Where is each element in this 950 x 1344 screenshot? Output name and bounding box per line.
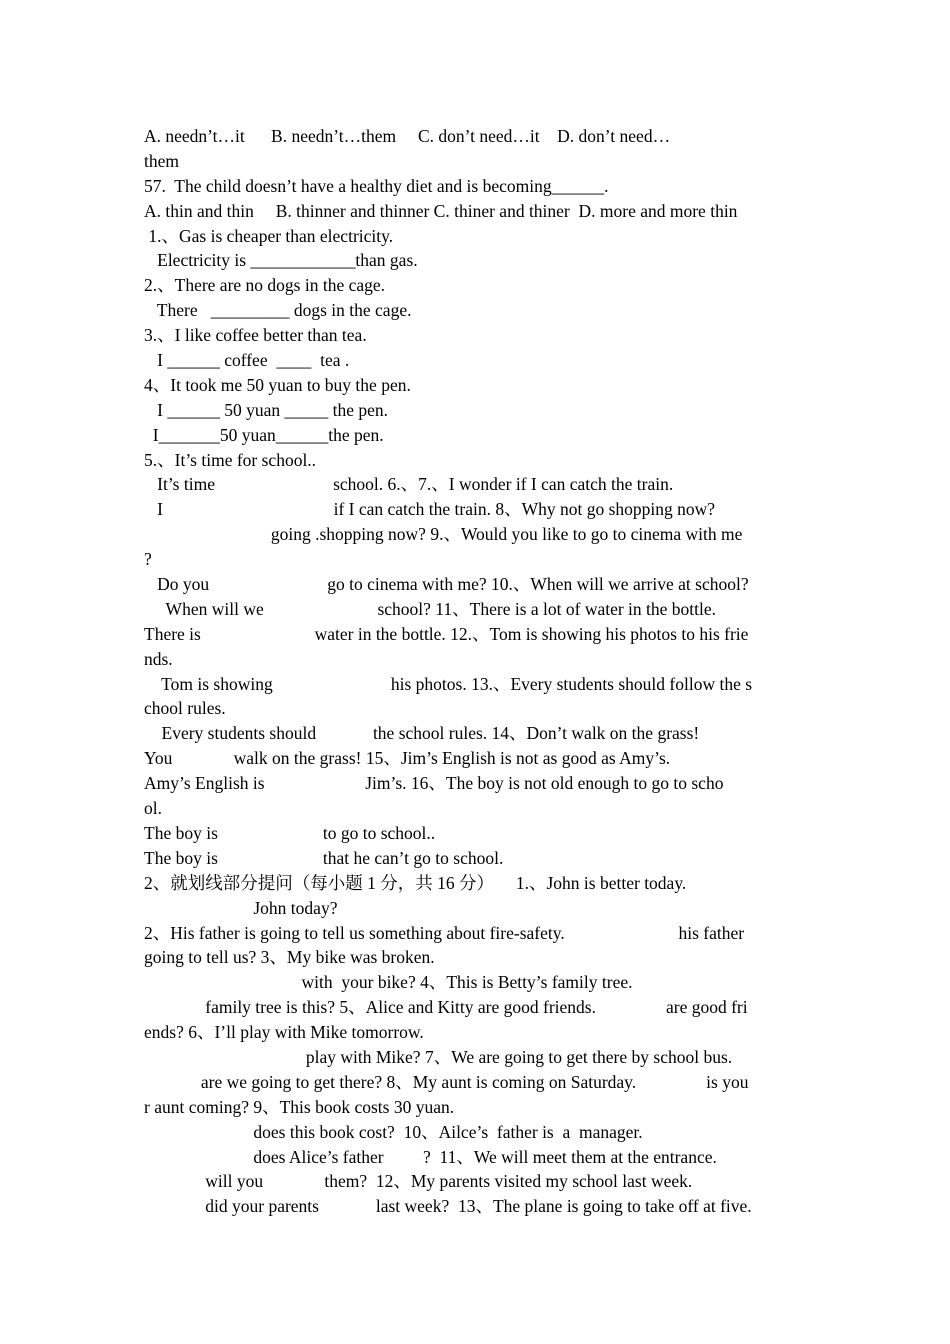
text-line: play with Mike? 7、We are going to get there by school bus. xyxy=(144,1046,733,1067)
text-line: ? xyxy=(144,549,152,570)
text-line: When will we school? 11、There is a lot of water in the bottle. xyxy=(144,598,717,619)
text-line: A. needn’t…it B. needn’t…them C. don’t need…it D. don’t need… xyxy=(144,126,671,146)
text-line: going .shopping now? 9.、Would you like to go to cinema with me xyxy=(144,524,743,545)
text-line: I ______ coffee ____ tea . xyxy=(144,350,350,371)
text-line: 2、His father is going to tell us something about fire-safety. his father xyxy=(144,922,745,943)
text-line: I ______ 50 yuan _____ the pen. xyxy=(144,399,388,420)
text-line: I if I can catch the train. 8、Why not go shopping now? xyxy=(144,499,716,520)
text-line: Amy’s English is Jim’s. 16、The boy is not old enough to go to scho xyxy=(144,773,724,794)
text-line: nds. xyxy=(144,648,173,669)
text-line: family tree is this? 5、Alice and Kitty are good friends. are good fri xyxy=(144,997,748,1018)
text-line: There is water in the bottle. 12.、Tom is showing his photos to his frie xyxy=(144,623,749,644)
text-line: Electricity is ____________than gas. xyxy=(144,250,418,271)
text-line: 2.、There are no dogs in the cage. xyxy=(144,275,386,296)
text-line: Do you go to cinema with me? 10.、When will we arrive at school? xyxy=(144,574,749,595)
text-line: going to tell us? 3、My bike was broken. xyxy=(144,947,435,968)
worksheet-text xyxy=(144,124,810,1219)
text-line: Every students should the school rules. 14、Don’t walk on the grass! xyxy=(144,723,700,744)
text-line: will you them? 12、My parents visited my school last week. xyxy=(144,1171,693,1192)
text-line: A. thin and thin B. thinner and thinner C. thiner and thiner D. more and more thin xyxy=(144,200,738,221)
text-line: 3.、I like coffee better than tea. xyxy=(144,325,367,346)
text-line: 2、就划线部分提问（每小题 1 分，共 16 分） 1.、John is better today. xyxy=(144,872,687,893)
text-line: 1.、Gas is cheaper than electricity. xyxy=(144,225,394,246)
text-line: ends? 6、I’ll play with Mike tomorrow. xyxy=(144,1022,424,1043)
text-line: ol. xyxy=(144,798,162,819)
text-line: There _________ dogs in the cage. xyxy=(144,300,412,321)
text-line: The boy is to go to school.. xyxy=(144,822,436,843)
text-line: 57. The child doesn’t have a healthy diet and is becoming______. xyxy=(144,175,609,196)
text-line: them xyxy=(144,150,179,171)
text-line: does this book cost? 10、Ailce’s father is a manager. xyxy=(144,1121,643,1142)
text-line: You walk on the grass! 15、Jim’s English is not as good as Amy’s. xyxy=(144,748,671,769)
text-line: r aunt coming? 9、This book costs 30 yuan. xyxy=(144,1096,455,1117)
text-line: It’s time school. 6.、7.、I wonder if I can catch the train. xyxy=(144,474,674,495)
text-line: did your parents last week? 13、The plane is going to take off at five. xyxy=(144,1196,752,1217)
text-line: 4、It took me 50 yuan to buy the pen. xyxy=(144,374,411,395)
text-line: I_______50 yuan______the pen. xyxy=(144,424,384,445)
text-line: are we going to get there? 8、My aunt is coming on Saturday. is you xyxy=(144,1071,749,1092)
text-line: 5.、It’s time for school.. xyxy=(144,449,317,470)
text-line: Tom is showing his photos. 13.、Every students should follow the s xyxy=(144,673,753,694)
text-line: chool rules. xyxy=(144,698,226,719)
text-line: John today? xyxy=(144,897,338,918)
text-line: with your bike? 4、This is Betty’s family tree. xyxy=(144,972,633,993)
text-line: The boy is that he can’t go to school. xyxy=(144,847,504,868)
text-line: does Alice’s father ? 11、We will meet them at the entrance. xyxy=(144,1146,717,1167)
